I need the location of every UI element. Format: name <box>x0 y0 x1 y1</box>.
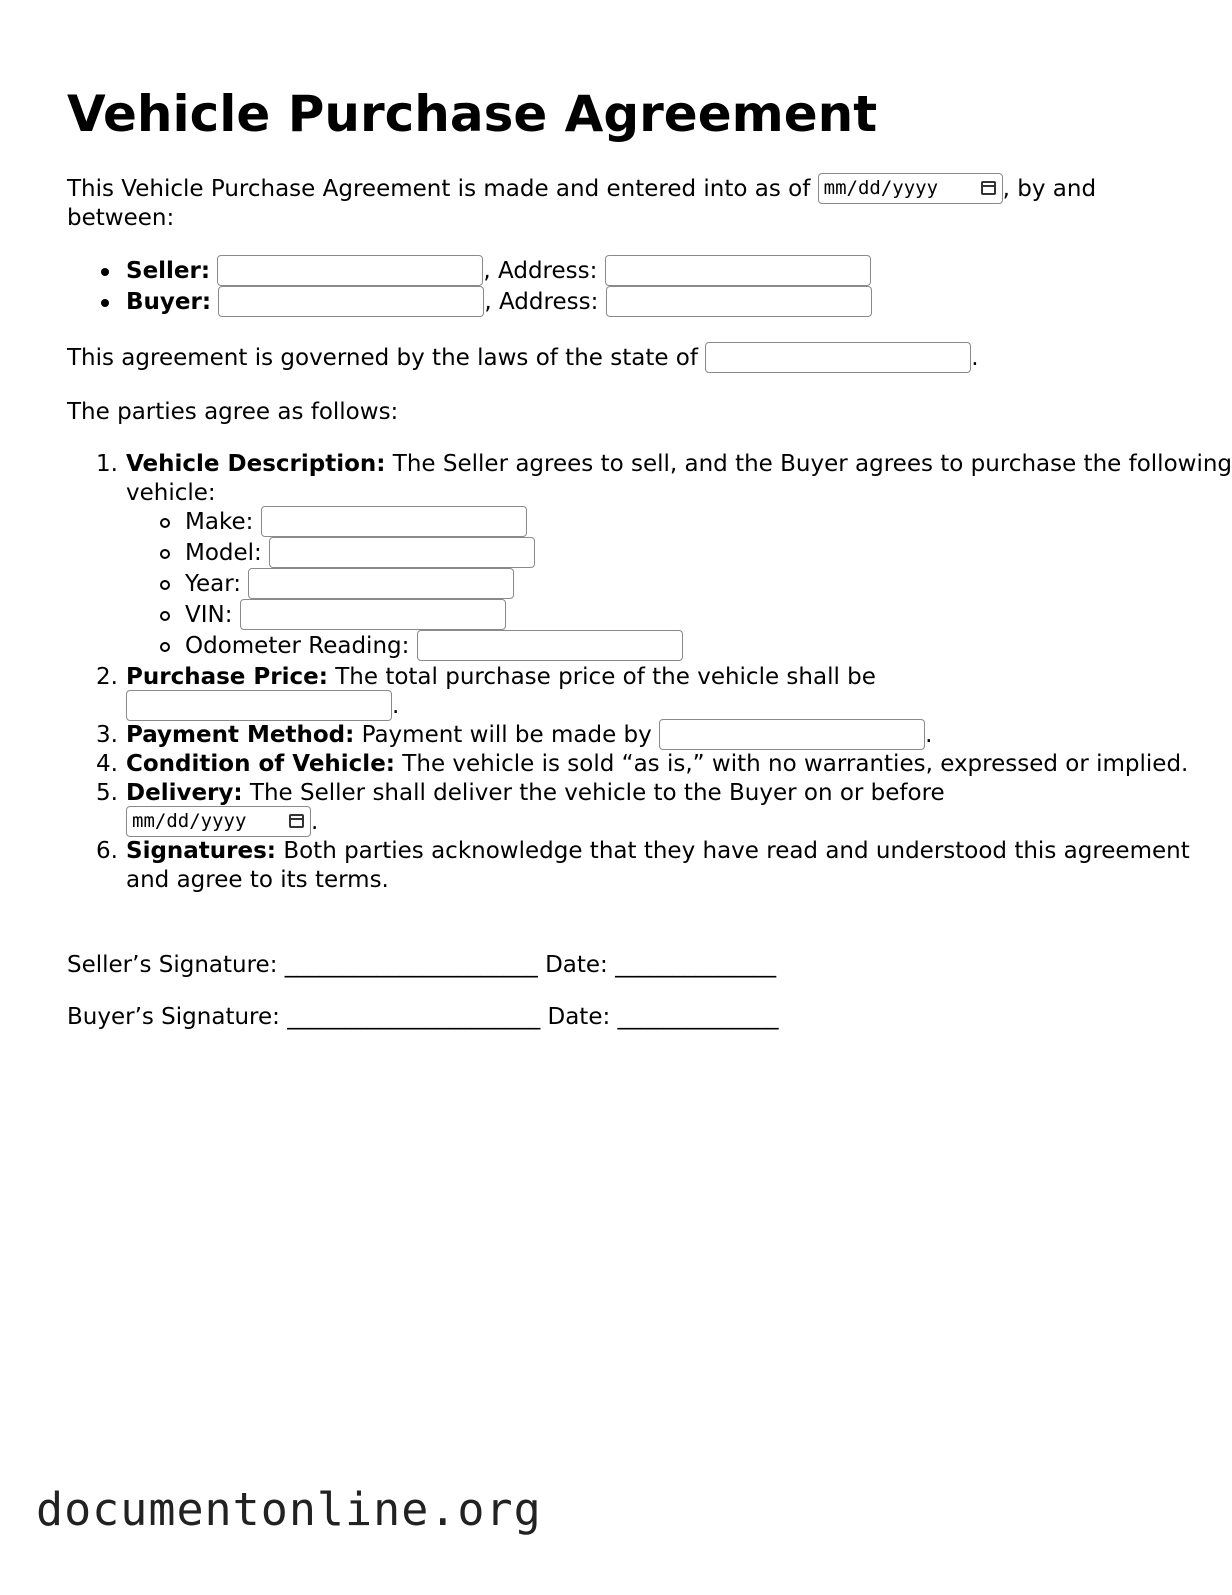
term-heading: Payment Method: <box>126 722 355 748</box>
calendar-icon[interactable] <box>289 814 304 828</box>
term-text: The Seller agrees to sell, and the Buyer agrees to purchase the following vehicle: <box>126 451 1232 506</box>
buyer-label: Buyer: <box>126 289 212 315</box>
model-input[interactable] <box>269 537 535 568</box>
calendar-icon[interactable] <box>981 181 996 195</box>
list-item <box>185 601 1232 632</box>
date-placeholder: mm/dd/yyyy <box>823 177 939 199</box>
term-payment-method <box>96 721 1232 750</box>
payment-method-input[interactable] <box>659 719 925 750</box>
list-item <box>185 570 1232 601</box>
vin-label: VIN: <box>185 602 233 628</box>
buyer-address-input[interactable] <box>606 286 872 317</box>
period: . <box>971 345 979 371</box>
term-heading: Signatures: <box>126 838 277 864</box>
delivery-date-input[interactable] <box>126 806 311 837</box>
list-item <box>126 288 872 319</box>
governing-law-paragraph <box>67 344 979 373</box>
term-text: Both parties acknowledge that they have read and understood this agreement and agree to its terms. <box>126 838 1190 893</box>
year-input[interactable] <box>248 568 514 599</box>
term-text: The total purchase price of the vehicle shall be <box>327 664 876 690</box>
term-text: Payment will be made by <box>354 722 660 748</box>
make-label: Make: <box>185 509 254 535</box>
term-delivery <box>96 779 1232 837</box>
period: . <box>392 693 400 719</box>
period: . <box>311 809 319 835</box>
governing-law-text: This agreement is governed by the laws of the state of <box>67 345 706 371</box>
term-purchase-price <box>96 663 1232 721</box>
term-number: 2. <box>96 664 118 690</box>
period: . <box>925 722 933 748</box>
intro-text: This Vehicle Purchase Agreement is made and entered into as of <box>67 176 818 202</box>
term-number: 6. <box>96 838 118 864</box>
seller-name-input[interactable] <box>217 255 483 286</box>
agree-paragraph: The parties agree as follows: <box>67 399 399 425</box>
agreement-date-input[interactable] <box>818 173 1003 204</box>
purchase-price-input[interactable] <box>126 690 392 721</box>
terms-list <box>67 450 1232 895</box>
parties-list <box>67 257 872 319</box>
term-heading: Condition of Vehicle: <box>126 751 395 777</box>
term-heading: Delivery: <box>126 780 243 806</box>
vehicle-fields-list <box>126 508 1232 663</box>
term-heading: Vehicle Description: <box>126 451 386 477</box>
odometer-label: Odometer Reading: <box>185 633 410 659</box>
buyer-name-input[interactable] <box>218 286 484 317</box>
state-input[interactable] <box>705 342 971 373</box>
term-signatures <box>96 837 1232 895</box>
list-item <box>185 539 1232 570</box>
address-label: , Address: <box>483 258 598 284</box>
term-condition <box>96 750 1232 779</box>
seller-address-input[interactable] <box>605 255 871 286</box>
seller-signature-line: Seller’s Signature: ______________________ Date: ______________ <box>67 952 777 978</box>
address-label: , Address: <box>484 289 599 315</box>
list-item <box>185 632 1232 663</box>
page-title: Vehicle Purchase Agreement <box>67 85 878 143</box>
term-number: 3. <box>96 722 118 748</box>
intro-text-end: , by and between: <box>67 176 1097 231</box>
model-label: Model: <box>185 540 262 566</box>
list-item <box>126 257 872 288</box>
term-heading: Purchase Price: <box>126 664 328 690</box>
seller-label: Seller: <box>126 258 211 284</box>
term-number: 5. <box>96 780 118 806</box>
watermark: documentonline.org <box>36 1483 542 1536</box>
term-vehicle-description <box>96 450 1232 663</box>
term-number: 1. <box>96 451 118 477</box>
vin-input[interactable] <box>240 599 506 630</box>
date-placeholder: mm/dd/yyyy <box>132 810 247 832</box>
term-text: The vehicle is sold “as is,” with no warranties, expressed or implied. <box>395 751 1189 777</box>
term-number: 4. <box>96 751 118 777</box>
year-label: Year: <box>185 571 242 597</box>
intro-paragraph <box>67 175 1177 233</box>
list-item <box>185 508 1232 539</box>
term-text: The Seller shall deliver the vehicle to the Buyer on or before <box>242 780 945 806</box>
buyer-signature-line: Buyer’s Signature: ______________________ Date: ______________ <box>67 1004 779 1030</box>
odometer-input[interactable] <box>417 630 683 661</box>
make-input[interactable] <box>261 506 527 537</box>
